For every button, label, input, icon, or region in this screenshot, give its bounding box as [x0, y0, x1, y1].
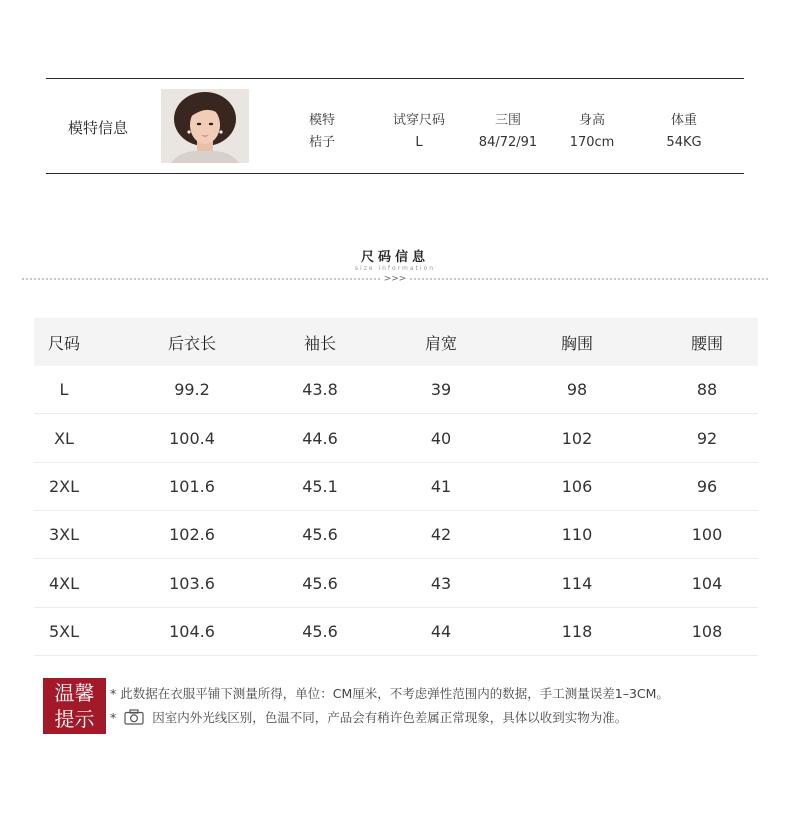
table-cell: 44.6 — [302, 428, 338, 448]
model-col-measurements — [472, 110, 544, 154]
model-col-value: 桔子 — [308, 135, 335, 150]
arrows-text: >>> — [383, 274, 407, 284]
bottom-divider — [46, 173, 744, 174]
model-col-title: 试穿尺码 — [392, 113, 445, 128]
model-col-weight — [652, 110, 716, 154]
model-col-title: 体重 — [670, 113, 697, 128]
camera-icon — [124, 709, 144, 728]
table-cell: 114 — [561, 573, 593, 593]
table-cell: 45.6 — [302, 622, 338, 641]
table-cell: 39 — [430, 380, 452, 399]
table-row — [34, 463, 758, 511]
table-cell: 100.4 — [169, 428, 215, 448]
table-header-row — [34, 318, 758, 366]
model-col-title: 身高 — [578, 113, 605, 128]
table-header-cell: 后衣长 — [167, 333, 216, 353]
model-info-label: 模特信息 — [68, 119, 129, 137]
table-cell: 104.6 — [169, 622, 215, 641]
table-header-cell: 胸围 — [560, 333, 593, 353]
table-cell: 110 — [561, 525, 593, 544]
model-col-value: 84/72/91 — [478, 135, 538, 150]
section-subtitle: size information — [354, 265, 436, 272]
table-header-cell: 尺码 — [47, 333, 80, 353]
table-cell: 118 — [561, 622, 593, 641]
table-cell: 45.6 — [302, 573, 338, 593]
model-photo — [161, 89, 249, 163]
table-cell: 45.1 — [302, 477, 338, 496]
table-row — [34, 608, 758, 656]
table-row — [34, 414, 758, 463]
table-cell: 42 — [430, 525, 452, 544]
table-cell: 45.6 — [302, 525, 338, 544]
table-cell: 104 — [691, 573, 723, 593]
table-cell: 99.2 — [174, 380, 210, 399]
table-header-cell: 肩宽 — [424, 333, 457, 353]
table-cell: XL — [54, 428, 74, 448]
table-row — [34, 511, 758, 559]
model-col-value: L — [415, 135, 423, 150]
table-cell: 40 — [430, 428, 452, 448]
note-color-text: 因室内外光线区别，色温不同，产品会有稍许色差属正常现象，具体以收到实物为准。 — [152, 710, 628, 725]
model-col-size — [384, 110, 454, 154]
model-col-value: 170cm — [569, 135, 615, 150]
table-cell: 88 — [696, 380, 718, 399]
table-cell: 98 — [566, 380, 588, 399]
top-divider — [46, 78, 744, 79]
table-cell: 5XL — [48, 622, 80, 641]
table-cell: 41 — [430, 477, 452, 496]
table-cell: 3XL — [48, 525, 80, 544]
model-col-value: 54KG — [666, 135, 702, 150]
table-row — [34, 366, 758, 414]
table-cell: L — [59, 380, 69, 399]
model-col-title: 三围 — [494, 113, 521, 128]
table-cell: 102.6 — [169, 525, 215, 544]
table-cell: 43.8 — [302, 380, 338, 399]
table-cell: 43 — [430, 573, 452, 593]
note-measurement: * 此数据在衣服平铺下测量所得，单位：CM厘米，不考虑弹性范围内的数据，手工测量误差1–3CM。 — [110, 686, 669, 701]
note-color — [110, 708, 627, 728]
table-cell: 106 — [561, 477, 593, 496]
table-cell: 92 — [696, 428, 718, 448]
table-row — [34, 559, 758, 608]
table-cell: 2XL — [48, 477, 80, 496]
table-cell: 100 — [691, 525, 723, 544]
size-table — [34, 318, 758, 656]
table-cell: 103.6 — [169, 573, 215, 593]
badge-line: 提示 — [54, 707, 95, 731]
table-header-cell: 腰围 — [690, 333, 723, 353]
table-cell: 44 — [430, 622, 452, 641]
table-cell: 101.6 — [169, 477, 215, 496]
model-col-title: 模特 — [308, 113, 335, 128]
table-cell: 102 — [561, 428, 593, 448]
table-cell: 96 — [696, 477, 718, 496]
model-col-name — [290, 110, 354, 154]
model-col-height — [560, 110, 624, 154]
table-cell: 108 — [691, 622, 723, 641]
warm-tips-badge — [43, 678, 106, 734]
table-cell: 4XL — [48, 573, 80, 593]
note-bullet: * — [110, 710, 117, 725]
badge-line: 温馨 — [54, 681, 95, 705]
table-header-cell: 袖长 — [303, 333, 336, 353]
section-title: 尺码信息 — [360, 250, 429, 265]
section-arrows — [0, 274, 790, 284]
